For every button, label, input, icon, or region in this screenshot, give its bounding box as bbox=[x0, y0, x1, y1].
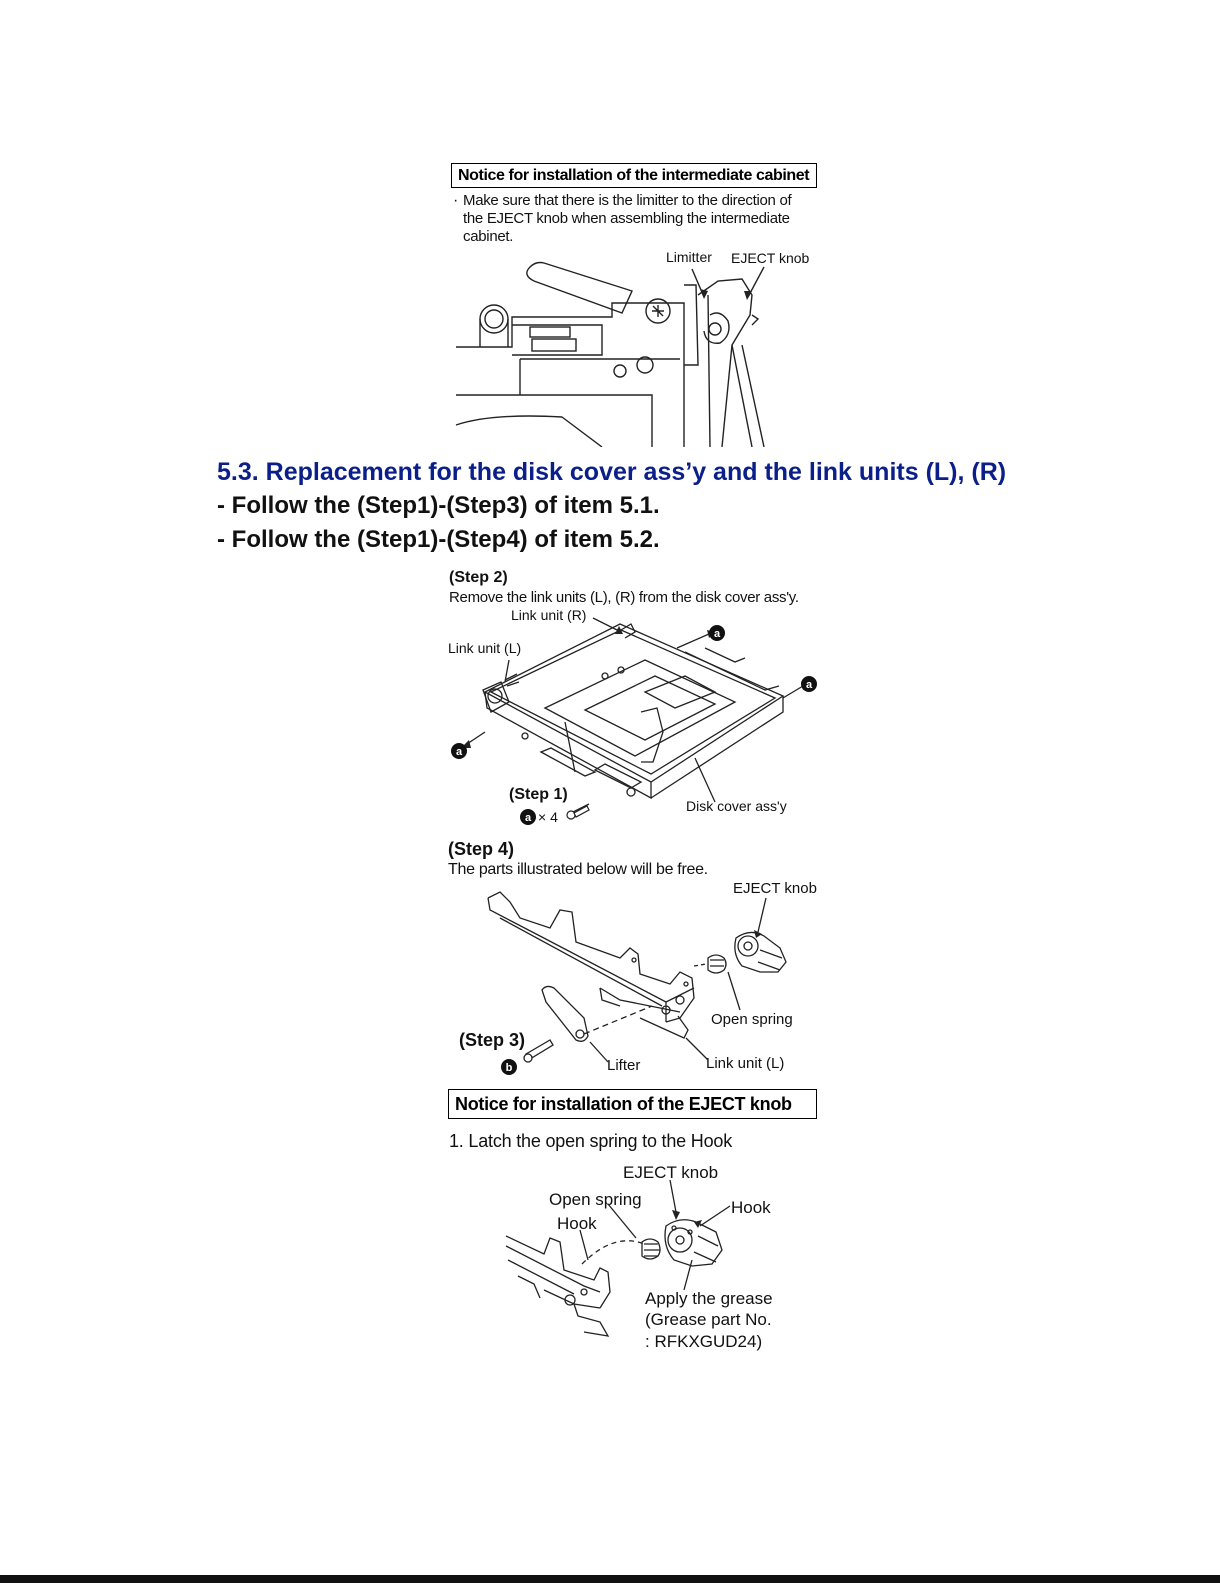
svg-text:a: a bbox=[713, 628, 721, 640]
label-open-spring-step4: Open spring bbox=[711, 1011, 793, 1028]
grease-line-2: (Grease part No. bbox=[645, 1310, 772, 1329]
notice-eject-instruction: 1. Latch the open spring to the Hook bbox=[449, 1131, 732, 1151]
follow-step-item-5-2: - Follow the (Step1)-(Step4) of item 5.2. bbox=[217, 526, 660, 553]
screw-marker-a-left bbox=[451, 743, 467, 759]
step3-title: (Step 3) bbox=[459, 1030, 526, 1050]
label-hook-right: Hook bbox=[731, 1198, 771, 1217]
disk-cover-illustration bbox=[445, 612, 825, 834]
label-open-spring-notice: Open spring bbox=[549, 1190, 642, 1209]
step4-title: (Step 4) bbox=[448, 839, 515, 859]
step1-screw-count: × 4 bbox=[538, 809, 558, 825]
label-limitter: Limitter bbox=[666, 249, 712, 265]
label-link-unit-l-step2: Link unit (L) bbox=[448, 640, 522, 656]
follow-step-item-5-1: - Follow the (Step1)-(Step3) of item 5.1. bbox=[217, 492, 660, 519]
label-link-unit-r: Link unit (R) bbox=[511, 607, 587, 623]
screw-marker-b bbox=[501, 1059, 517, 1075]
step2-text: Remove the link units (L), (R) from the disk cover ass'y. bbox=[449, 589, 799, 606]
svg-text:a: a bbox=[805, 679, 813, 691]
notice-cabinet-bullet: · bbox=[453, 192, 459, 209]
section-heading: 5.3. Replacement for the disk cover ass’y and the link units (L), (R) bbox=[217, 458, 1007, 486]
screw-marker-a-right bbox=[801, 676, 817, 692]
notice-eject-title-box bbox=[448, 1089, 817, 1119]
page-bottom-rule bbox=[0, 1575, 1220, 1583]
label-hook-left: Hook bbox=[557, 1214, 597, 1233]
step1-title: (Step 1) bbox=[509, 786, 568, 803]
eject-knob-spring-illustration bbox=[504, 1180, 736, 1340]
link-unit-parts-illustration bbox=[480, 888, 810, 1078]
notice-eject-title: Notice for installation of the EJECT knob bbox=[455, 1094, 792, 1114]
notice-cabinet-line-2: the EJECT knob when assembling the intermediate bbox=[463, 210, 790, 227]
svg-text:a: a bbox=[455, 746, 463, 758]
label-lifter: Lifter bbox=[607, 1057, 641, 1074]
grease-line-1: Apply the grease bbox=[645, 1289, 773, 1308]
label-eject-knob-top: EJECT knob bbox=[731, 250, 810, 266]
label-link-unit-l-step4: Link unit (L) bbox=[706, 1055, 785, 1072]
screw-marker-a-top bbox=[709, 625, 725, 641]
label-eject-knob-step4: EJECT knob bbox=[733, 880, 817, 897]
svg-text:a: a bbox=[524, 812, 532, 824]
notice-cabinet-line-3: cabinet. bbox=[463, 228, 514, 245]
step4-text: The parts illustrated below will be free. bbox=[448, 861, 708, 878]
notice-cabinet-title: Notice for installation of the intermediate cabinet bbox=[458, 167, 810, 184]
step2-title: (Step 2) bbox=[449, 569, 508, 586]
intermediate-cabinet-illustration bbox=[452, 255, 820, 447]
svg-text:b: b bbox=[505, 1062, 513, 1074]
notice-cabinet-line-1: Make sure that there is the limitter to the direction of bbox=[463, 192, 792, 209]
label-eject-knob-notice: EJECT knob bbox=[623, 1163, 719, 1182]
label-disk-cover-assy: Disk cover ass'y bbox=[686, 798, 787, 814]
notice-cabinet-title-box bbox=[451, 163, 817, 188]
grease-line-3: : RFKXGUD24) bbox=[645, 1332, 763, 1351]
screw-marker-a-step1 bbox=[520, 809, 536, 825]
